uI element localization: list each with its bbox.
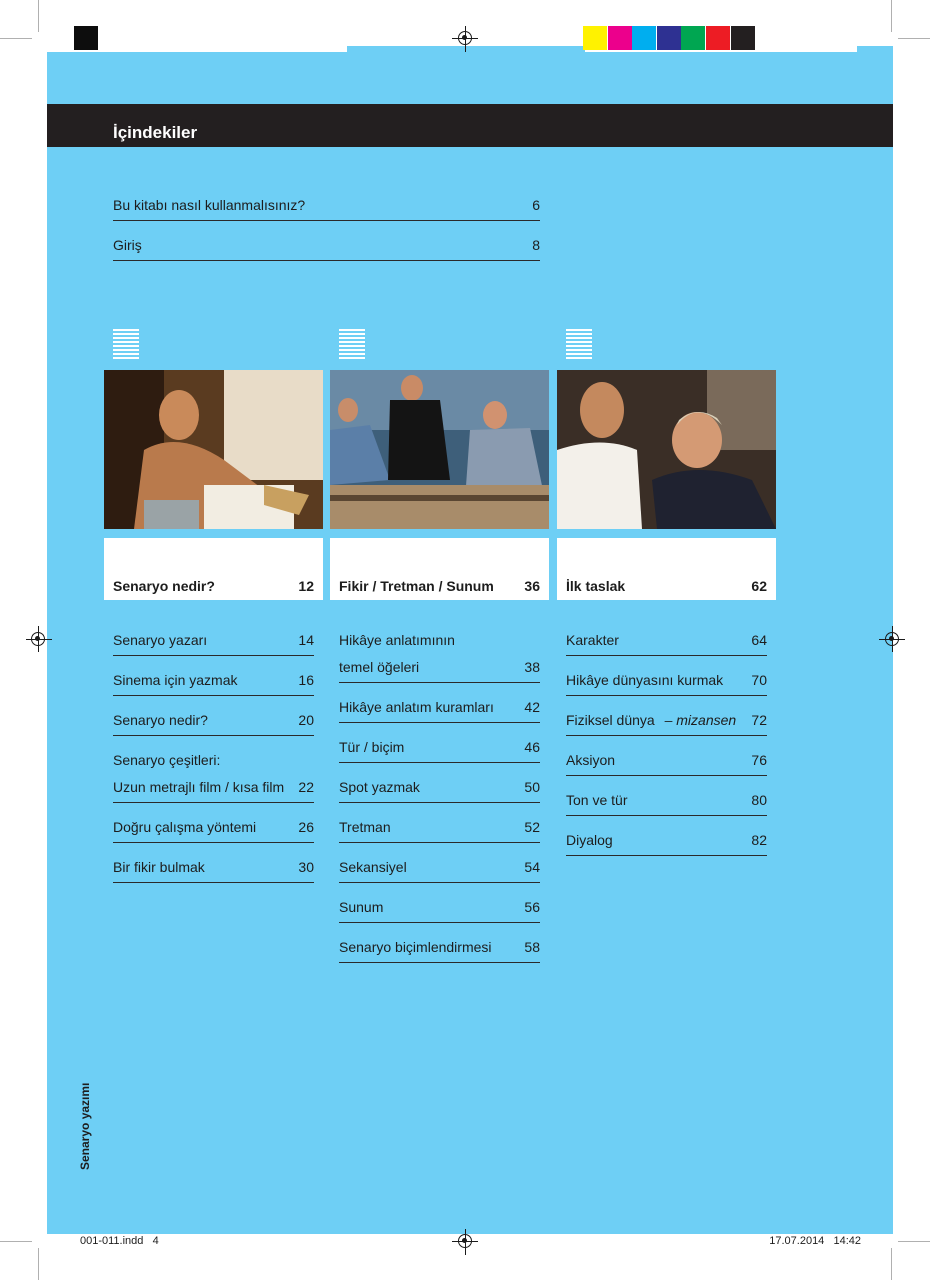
section-card xyxy=(557,538,776,600)
toc-entry-label-italic: – mizansen xyxy=(664,712,737,728)
toc-entry-page: 58 xyxy=(524,939,540,955)
registration-mark-icon xyxy=(31,632,45,646)
toc-entry xyxy=(339,631,540,683)
section-stripe-marker xyxy=(566,329,592,361)
toc-entry-label: Doğru çalışma yöntemi xyxy=(113,819,257,835)
toc-entry xyxy=(566,631,767,656)
toc-entry-page: 80 xyxy=(751,792,767,808)
toc-entry-label: Sekansiyel xyxy=(339,859,407,875)
section-title: Senaryo nedir? xyxy=(113,578,215,594)
toc-entry-page: 82 xyxy=(751,832,767,848)
toc-entry xyxy=(339,698,540,723)
toc-entry-page: 70 xyxy=(751,672,767,688)
toc-entry-label: Hikâye dünyasını kurmak xyxy=(566,672,724,688)
toc-entry-label: Senaryo nedir? xyxy=(113,712,208,728)
crop-mark xyxy=(38,1248,39,1280)
toc-entry-label: Hikâye anlatım kuramları xyxy=(339,699,494,715)
toc-entry xyxy=(113,711,314,736)
section-card xyxy=(330,538,549,600)
color-swatch xyxy=(657,26,681,50)
toc-entry-page: 46 xyxy=(524,739,540,755)
toc-entry-page: 64 xyxy=(751,632,767,648)
footer-file-slug: 001-011.indd 4 xyxy=(80,1235,159,1247)
toc-entry-label: Sinema için yazmak xyxy=(113,672,238,688)
black-control-square xyxy=(74,26,98,50)
registration-mark-icon xyxy=(458,1234,472,1248)
toc-entry-label: Tretman xyxy=(339,819,391,835)
toc-entry-label: Bu kitabı nasıl kullanmalısınız? xyxy=(113,197,306,213)
toc-entry-label: Senaryo yazarı xyxy=(113,632,208,648)
film-still-photo xyxy=(330,370,549,529)
crop-mark xyxy=(38,0,39,32)
film-still-photo xyxy=(557,370,776,529)
toc-entry xyxy=(566,831,767,856)
crop-mark xyxy=(0,38,32,39)
section-page: 36 xyxy=(524,578,540,594)
color-swatch xyxy=(583,26,607,50)
toc-entry-label: Hikâye anlatımının xyxy=(339,632,455,648)
crop-mark xyxy=(898,38,930,39)
section-title: İlk taslak xyxy=(566,578,626,594)
toc-entry xyxy=(113,858,314,883)
toc-entry xyxy=(339,818,540,843)
color-swatch xyxy=(632,26,656,50)
crop-mark xyxy=(891,0,892,32)
title-bar xyxy=(47,104,893,147)
toc-entry-page: 76 xyxy=(751,752,767,768)
toc-entry-page: 16 xyxy=(298,672,314,688)
section-page: 12 xyxy=(298,578,314,594)
toc-entry xyxy=(113,236,540,261)
toc-entry-label: Giriş xyxy=(113,237,142,253)
toc-entry-page: 22 xyxy=(298,779,314,795)
toc-entry xyxy=(339,858,540,883)
toc-entry xyxy=(339,898,540,923)
toc-entry xyxy=(113,751,314,803)
color-swatch xyxy=(681,26,705,50)
toc-entry-page: 52 xyxy=(524,819,540,835)
film-still-photo xyxy=(104,370,323,529)
toc-entry-label-continued: temel öğeleri xyxy=(339,659,420,675)
toc-entry-label: Senaryo çeşitleri: xyxy=(113,752,221,768)
crop-mark xyxy=(898,1241,930,1242)
section-stripe-marker xyxy=(113,329,139,361)
toc-entry-page: 38 xyxy=(524,659,540,675)
registration-mark-icon xyxy=(458,31,472,45)
toc-entry xyxy=(566,791,767,816)
toc-entry-page: 8 xyxy=(532,237,540,253)
toc-entry xyxy=(566,711,767,736)
crop-mark xyxy=(0,1241,32,1242)
toc-entry-page: 56 xyxy=(524,899,540,915)
toc-entry-label: Ton ve tür xyxy=(566,792,628,808)
toc-entry xyxy=(339,778,540,803)
toc-entry-label: Senaryo biçimlendirmesi xyxy=(339,939,492,955)
toc-entry-page: 72 xyxy=(751,712,767,728)
color-swatch xyxy=(706,26,730,50)
footer-timestamp: 17.07.2014 14:42 xyxy=(769,1235,861,1247)
toc-entry-label: Diyalog xyxy=(566,832,613,848)
registration-mark-icon xyxy=(885,632,899,646)
toc-entry xyxy=(113,631,314,656)
page-title: İçindekiler xyxy=(113,123,198,142)
toc-entry-label: Tür / biçim xyxy=(339,739,405,755)
toc-entry xyxy=(566,671,767,696)
running-section-label: Senaryo yazımı xyxy=(78,1082,92,1170)
toc-entry xyxy=(339,738,540,763)
toc-entry-page: 6 xyxy=(532,197,540,213)
toc-entry xyxy=(339,938,540,963)
section-page: 62 xyxy=(751,578,767,594)
toc-entry-page: 26 xyxy=(298,819,314,835)
toc-entry-page: 42 xyxy=(524,699,540,715)
toc-entry-page: 30 xyxy=(298,859,314,875)
toc-entry-page: 50 xyxy=(524,779,540,795)
color-swatch xyxy=(608,26,632,50)
color-control-strip xyxy=(583,26,755,50)
toc-entry-page: 14 xyxy=(298,632,314,648)
toc-entry xyxy=(566,751,767,776)
toc-entry-label: Karakter xyxy=(566,632,619,648)
toc-entry-label-continued: Uzun metrajlı film / kısa film xyxy=(113,779,285,795)
toc-entry xyxy=(113,671,314,696)
toc-entry-label: Aksiyon xyxy=(566,752,616,768)
section-card xyxy=(104,538,323,600)
section-stripe-marker xyxy=(339,329,365,361)
toc-entry xyxy=(113,196,540,221)
toc-entry-label: Spot yazmak xyxy=(339,779,420,795)
toc-entry xyxy=(113,818,314,843)
crop-mark xyxy=(891,1248,892,1280)
toc-entry-label: Sunum xyxy=(339,899,384,915)
section-title: Fikir / Tretman / Sunum xyxy=(339,578,494,594)
toc-entry-label: Bir fikir bulmak xyxy=(113,859,205,875)
color-swatch xyxy=(731,26,755,50)
toc-entry-page: 54 xyxy=(524,859,540,875)
toc-entry-label: Fiziksel dünya xyxy=(566,712,655,728)
toc-entry-page: 20 xyxy=(298,712,314,728)
